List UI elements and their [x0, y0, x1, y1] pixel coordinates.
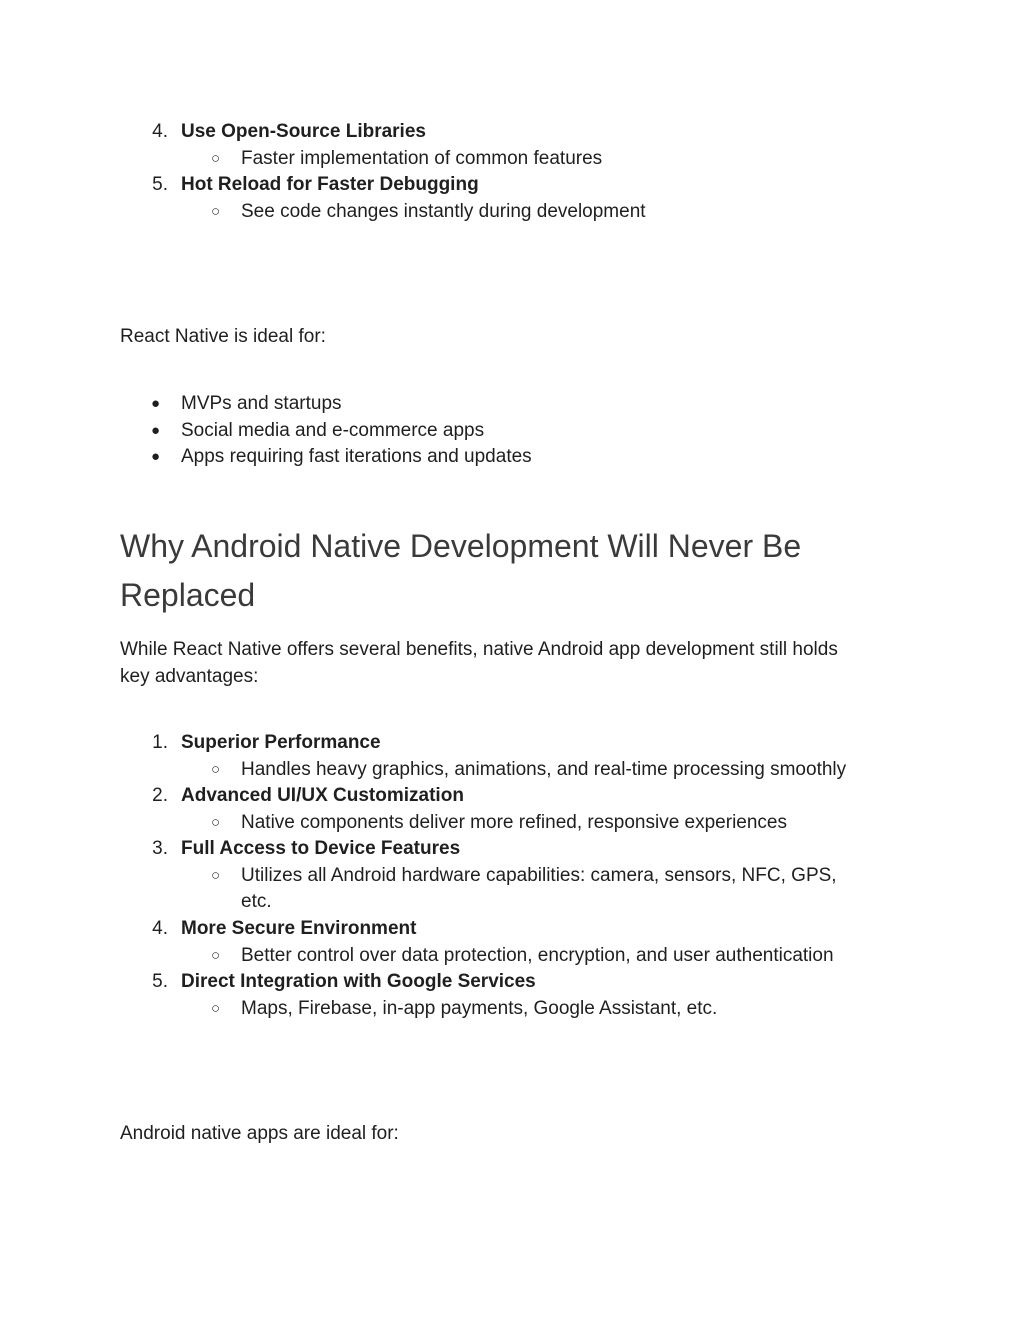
list-number: 2.	[152, 785, 168, 806]
list-item-subpoint: Handles heavy graphics, animations, and real-time processing smoothly	[241, 759, 847, 780]
list-item-subpoint: See code changes instantly during development	[241, 201, 646, 222]
circle-bullet-icon: ○	[211, 867, 221, 884]
circle-bullet-icon: ○	[211, 1000, 221, 1017]
rn-ideal-item: Apps requiring fast iterations and updates	[181, 446, 532, 467]
rn-ideal-item: MVPs and startups	[181, 393, 342, 414]
list-item-subpoint: Native components deliver more refined, responsive experiences	[241, 812, 787, 833]
list-item-subpoint-continuation: etc.	[241, 891, 272, 912]
list-item-title: Direct Integration with Google Services	[181, 971, 536, 992]
intro-paragraph-line-2: key advantages:	[120, 666, 259, 687]
rn-ideal-item: Social media and e-commerce apps	[181, 420, 485, 441]
android-ideal-intro: Android native apps are ideal for:	[120, 1123, 399, 1144]
list-number: 4.	[152, 918, 168, 939]
dot-bullet-icon: ●	[151, 395, 161, 412]
circle-bullet-icon: ○	[211, 947, 221, 964]
list-item-subpoint: Better control over data protection, encryption, and user authentication	[241, 945, 834, 966]
list-item-title: Superior Performance	[181, 732, 381, 753]
list-item-title: Hot Reload for Faster Debugging	[181, 174, 479, 195]
list-number: 3.	[152, 838, 168, 859]
section-heading-line-1: Why Android Native Development Will Never Be	[120, 528, 802, 564]
list-item-subpoint: Utilizes all Android hardware capabilities: camera, sensors, NFC, GPS,	[241, 865, 837, 886]
rn-ideal-intro: React Native is ideal for:	[120, 326, 326, 347]
circle-bullet-icon: ○	[211, 150, 221, 167]
section-heading-line-2: Replaced	[120, 577, 256, 613]
circle-bullet-icon: ○	[211, 814, 221, 831]
list-number: 5.	[152, 971, 168, 992]
list-number: 1.	[152, 732, 168, 753]
dot-bullet-icon: ●	[151, 422, 161, 439]
list-item-title: Advanced UI/UX Customization	[181, 785, 464, 806]
list-item-title: More Secure Environment	[181, 918, 417, 939]
list-item-subpoint: Maps, Firebase, in-app payments, Google Assistant, etc.	[241, 998, 718, 1019]
list-item-title: Full Access to Device Features	[181, 838, 461, 859]
circle-bullet-icon: ○	[211, 203, 221, 220]
dot-bullet-icon: ●	[151, 448, 161, 465]
list-number: 5.	[152, 174, 168, 195]
list-item-subpoint: Faster implementation of common features	[241, 148, 603, 169]
list-number: 4.	[152, 121, 168, 142]
circle-bullet-icon: ○	[211, 761, 221, 778]
intro-paragraph-line-1: While React Native offers several benefits, native Android app development still holds	[120, 639, 838, 660]
list-item-title: Use Open-Source Libraries	[181, 121, 426, 142]
